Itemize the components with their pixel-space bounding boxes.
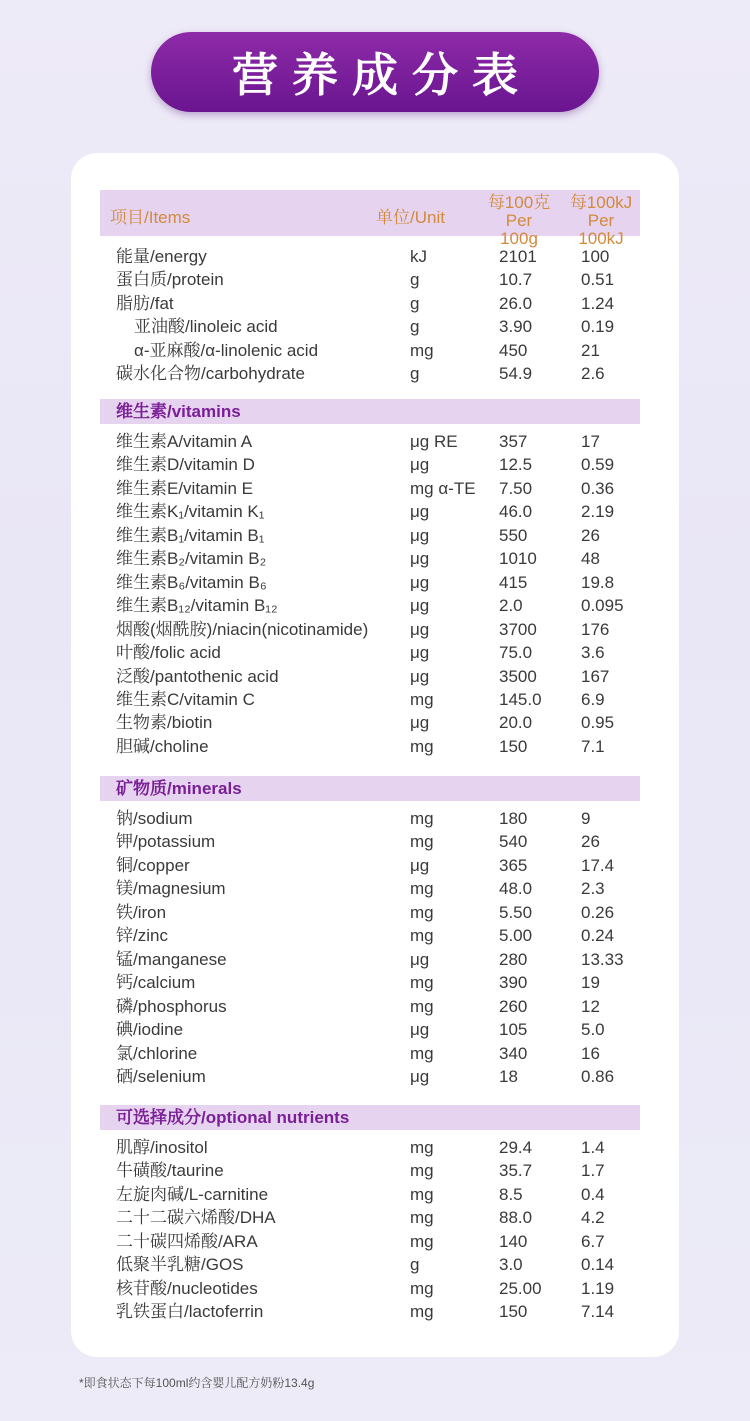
value-per-100kj: 17.4 [581, 855, 615, 875]
value-per-100g: 415 [499, 572, 528, 592]
nutrient-unit: mg [410, 1208, 434, 1228]
table-row [71, 995, 679, 1018]
table-row [71, 901, 679, 924]
table-row [71, 735, 679, 758]
value-per-100g: 260 [499, 996, 528, 1016]
value-per-100g: 105 [499, 1020, 528, 1040]
header-per-100g [486, 194, 552, 248]
header-per-100g-cn: 每100克 [487, 193, 551, 212]
nutrient-unit: μg RE [410, 432, 458, 451]
value-per-100g: 48.0 [499, 879, 533, 899]
table-row [71, 362, 679, 385]
nutrient-name: 能量/energy [116, 247, 207, 266]
nutrient-unit: mg [410, 996, 434, 1016]
value-per-100g: 550 [499, 525, 528, 545]
value-per-100g: 18 [499, 1066, 518, 1086]
value-per-100kj: 1.7 [581, 1161, 605, 1181]
table-row [71, 315, 679, 338]
table-row [71, 292, 679, 315]
table-row [71, 1300, 679, 1323]
value-per-100kj: 1.4 [581, 1138, 605, 1157]
nutrient-name: 泛酸/pantothenic acid [116, 666, 279, 686]
nutrient-name: 脂肪/fat [116, 293, 174, 313]
nutrient-name: 氯/chlorine [116, 1043, 198, 1063]
nutrient-name: 锌/zinc [116, 926, 168, 946]
nutrient-unit: g [410, 270, 420, 290]
nutrient-unit: mg [410, 1278, 434, 1298]
title-banner [151, 32, 599, 112]
nutrition-table-card [71, 153, 679, 1357]
header-per-100kj [568, 194, 634, 248]
nutrient-name: 锰/manganese [116, 949, 227, 969]
nutrient-name: 硒/selenium [116, 1066, 206, 1086]
table-row [71, 924, 679, 947]
nutrient-name: 钙/calcium [116, 973, 196, 993]
nutrient-unit: mg [410, 879, 434, 899]
table-row [71, 1230, 679, 1253]
table-row [71, 453, 679, 476]
nutrient-name: 钾/potassium [116, 832, 216, 852]
nutrient-unit: g [410, 317, 420, 337]
table-row [71, 571, 679, 594]
table-row [71, 1018, 679, 1041]
table-row [71, 854, 679, 877]
value-per-100kj: 3.6 [581, 643, 605, 663]
nutrient-name: 维生素B₆/vitamin B₆ [116, 572, 267, 592]
table-header [100, 190, 640, 248]
nutrient-unit: μg [410, 949, 430, 969]
table-row [71, 1136, 679, 1159]
value-per-100kj: 0.36 [581, 478, 615, 498]
value-per-100kj: 5.0 [581, 1020, 605, 1040]
table-row [71, 1042, 679, 1065]
value-per-100g: 88.0 [499, 1208, 533, 1228]
value-per-100kj: 1.24 [581, 293, 615, 313]
value-per-100kj: 0.51 [581, 270, 615, 290]
nutrient-name: 二十二碳六烯酸/DHA [116, 1208, 276, 1228]
value-per-100kj: 0.59 [581, 455, 615, 475]
table-row [71, 711, 679, 734]
nutrient-unit: μg [410, 549, 430, 569]
value-per-100kj: 0.095 [581, 596, 624, 616]
section-minerals-label: 矿物质/minerals [116, 779, 242, 798]
value-per-100g: 145.0 [499, 689, 542, 709]
value-per-100g: 450 [499, 340, 528, 360]
table-row [71, 268, 679, 291]
nutrient-unit: mg [410, 1138, 434, 1157]
table-row [71, 477, 679, 500]
value-per-100g: 390 [499, 973, 528, 993]
value-per-100kj: 21 [581, 340, 600, 360]
nutrient-name: 维生素C/vitamin C [116, 689, 255, 709]
value-per-100kj: 0.95 [581, 713, 615, 733]
nutrient-name: 胆碱/choline [116, 736, 209, 756]
nutrient-name: 铁/iron [116, 902, 167, 922]
nutrient-unit: μg [410, 1066, 430, 1086]
value-per-100kj: 167 [581, 666, 610, 686]
table-row [71, 1277, 679, 1300]
nutrient-unit: g [410, 1255, 420, 1275]
value-per-100g: 8.5 [499, 1184, 523, 1204]
value-per-100g: 3.90 [499, 317, 533, 337]
value-per-100kj: 19 [581, 973, 600, 993]
nutrient-unit: mg [410, 1161, 434, 1181]
value-per-100g: 46.0 [499, 502, 533, 522]
nutrient-name: 碳水化合物/carbohydrate [116, 364, 305, 384]
nutrient-name: 肌醇/inositol [116, 1138, 208, 1157]
nutrient-name: 维生素K₁/vitamin K₁ [116, 502, 265, 522]
nutrient-unit: μg [410, 525, 430, 545]
table-row [71, 665, 679, 688]
nutrient-name: 碘/iodine [116, 1020, 184, 1040]
value-per-100kj: 1.19 [581, 1278, 615, 1298]
section-vitamins-label: 维生素/vitamins [116, 402, 241, 421]
value-per-100g: 25.00 [499, 1278, 542, 1298]
value-per-100kj: 19.8 [581, 572, 615, 592]
nutrient-unit: mg [410, 809, 434, 828]
footnote: *即食状态下每100ml约含婴儿配方奶粉13.4g [79, 1376, 315, 1390]
table-row [71, 877, 679, 900]
table-row [71, 618, 679, 641]
value-per-100kj: 0.86 [581, 1066, 615, 1086]
nutrient-unit: μg [410, 1020, 430, 1040]
nutrient-unit: mg [410, 926, 434, 946]
nutrient-name: 亚油酸/linoleic acid [134, 317, 278, 337]
nutrient-unit: mg [410, 1043, 434, 1063]
nutrient-name: 低聚半乳糖/GOS [116, 1255, 244, 1275]
nutrient-name: 叶酸/folic acid [116, 643, 221, 663]
value-per-100g: 365 [499, 855, 528, 875]
nutrient-unit: mg α-TE [410, 478, 476, 498]
nutrient-unit: mg [410, 689, 434, 709]
nutrient-name: α-亚麻酸/α-linolenic acid [134, 340, 319, 360]
nutrient-name: 蛋白质/protein [116, 270, 224, 290]
header-per-100g-en: Per 100g [500, 211, 538, 248]
table-row [71, 1253, 679, 1276]
section-vitamins [100, 399, 640, 424]
value-per-100kj: 0.14 [581, 1255, 615, 1275]
header-per-100kj-cn: 每100kJ [569, 193, 633, 212]
table-row [71, 1159, 679, 1182]
value-per-100g: 75.0 [499, 643, 533, 663]
table-row [71, 594, 679, 617]
value-per-100g: 26.0 [499, 293, 533, 313]
value-per-100kj: 2.19 [581, 502, 615, 522]
nutrient-name: 维生素D/vitamin D [116, 455, 255, 475]
nutrient-name: 生物素/biotin [116, 713, 213, 733]
table-row [71, 1183, 679, 1206]
table-row [71, 547, 679, 570]
value-per-100g: 35.7 [499, 1161, 533, 1181]
nutrient-unit: μg [410, 643, 430, 663]
nutrient-unit: mg [410, 1231, 434, 1251]
value-per-100kj: 48 [581, 549, 600, 569]
value-per-100kj: 0.26 [581, 902, 615, 922]
value-per-100g: 5.50 [499, 902, 533, 922]
value-per-100kj: 26 [581, 832, 600, 852]
value-per-100kj: 6.7 [581, 1231, 605, 1251]
value-per-100kj: 0.19 [581, 317, 615, 337]
section-minerals [100, 776, 640, 801]
nutrient-name: 烟酸(烟酰胺)/niacin(nicotinamide) [116, 619, 369, 639]
nutrient-name: 二十碳四烯酸/ARA [116, 1231, 258, 1251]
value-per-100g: 3.0 [499, 1255, 523, 1275]
value-per-100g: 180 [499, 809, 528, 828]
nutrient-unit: μg [410, 713, 430, 733]
value-per-100kj: 100 [581, 247, 610, 266]
value-per-100g: 3500 [499, 666, 537, 686]
value-per-100g: 357 [499, 432, 528, 451]
nutrient-name: 核苷酸/nucleotides [116, 1278, 258, 1298]
nutrient-name: 维生素B₁₂/vitamin B₁₂ [116, 596, 278, 616]
nutrient-name: 维生素B₂/vitamin B₂ [116, 549, 267, 569]
table-row [71, 1206, 679, 1229]
table-row [71, 339, 679, 362]
value-per-100g: 140 [499, 1231, 528, 1251]
header-items: 项目/Items [110, 208, 191, 227]
value-per-100kj: 176 [581, 619, 610, 639]
nutrient-unit: mg [410, 340, 434, 360]
value-per-100kj: 9 [581, 809, 591, 828]
header-unit: 单位/Unit [376, 208, 445, 227]
value-per-100kj: 7.14 [581, 1302, 615, 1322]
value-per-100g: 540 [499, 832, 528, 852]
value-per-100kj: 2.6 [581, 364, 605, 384]
header-per-100kj-en: Per 100kJ [578, 211, 624, 248]
table-row [71, 971, 679, 994]
value-per-100g: 3700 [499, 619, 537, 639]
table-row [71, 688, 679, 711]
table-row [71, 430, 679, 453]
nutrient-unit: mg [410, 1302, 434, 1322]
nutrient-name: 磷/phosphorus [116, 996, 227, 1016]
value-per-100g: 2.0 [499, 596, 523, 616]
nutrient-name: 左旋肉碱/L-carnitine [116, 1184, 269, 1204]
nutrient-unit: g [410, 364, 420, 384]
nutrient-unit: μg [410, 455, 430, 475]
table-row [71, 807, 679, 830]
nutrient-unit: mg [410, 1184, 434, 1204]
value-per-100kj: 4.2 [581, 1208, 605, 1228]
nutrient-name: 铜/copper [116, 855, 190, 875]
table-row [71, 524, 679, 547]
nutrient-unit: μg [410, 855, 430, 875]
value-per-100g: 12.5 [499, 455, 533, 475]
value-per-100g: 340 [499, 1043, 528, 1063]
table-row [71, 500, 679, 523]
value-per-100kj: 2.3 [581, 879, 605, 899]
table-row [71, 641, 679, 664]
nutrient-name: 牛磺酸/taurine [116, 1161, 224, 1181]
nutrient-name: 镁/magnesium [116, 879, 226, 899]
value-per-100g: 54.9 [499, 364, 533, 384]
nutrient-unit: kJ [410, 247, 427, 266]
nutrient-unit: mg [410, 736, 434, 756]
value-per-100g: 280 [499, 949, 528, 969]
table-row [71, 830, 679, 853]
table-row [71, 948, 679, 971]
nutrient-name: 维生素E/vitamin E [116, 478, 253, 498]
value-per-100g: 150 [499, 736, 528, 756]
nutrient-unit: mg [410, 973, 434, 993]
nutrient-unit: μg [410, 666, 430, 686]
value-per-100kj: 0.24 [581, 926, 615, 946]
nutrient-unit: mg [410, 832, 434, 852]
value-per-100g: 150 [499, 1302, 528, 1322]
page-title: 营养成分表 [232, 48, 532, 102]
nutrient-name: 维生素B₁/vitamin B₁ [116, 525, 265, 545]
value-per-100kj: 26 [581, 525, 600, 545]
table-row [71, 245, 679, 268]
nutrient-unit: μg [410, 572, 430, 592]
value-per-100g: 7.50 [499, 478, 533, 498]
nutrient-unit: mg [410, 902, 434, 922]
nutrient-name: 乳铁蛋白/lactoferrin [116, 1302, 264, 1322]
value-per-100kj: 7.1 [581, 736, 605, 756]
value-per-100kj: 6.9 [581, 689, 605, 709]
nutrient-name: 维生素A/vitamin A [116, 432, 253, 451]
nutrient-name: 钠/sodium [116, 809, 193, 828]
section-optional [100, 1105, 640, 1130]
nutrient-unit: g [410, 293, 420, 313]
value-per-100g: 5.00 [499, 926, 533, 946]
value-per-100kj: 16 [581, 1043, 600, 1063]
value-per-100kj: 0.4 [581, 1184, 605, 1204]
table-row [71, 1065, 679, 1088]
value-per-100g: 20.0 [499, 713, 533, 733]
value-per-100g: 2101 [499, 247, 537, 266]
nutrient-unit: μg [410, 502, 430, 522]
value-per-100kj: 12 [581, 996, 600, 1016]
nutrient-unit: μg [410, 619, 430, 639]
value-per-100g: 29.4 [499, 1138, 533, 1157]
value-per-100kj: 17 [581, 432, 600, 451]
nutrient-unit: μg [410, 596, 430, 616]
value-per-100kj: 13.33 [581, 949, 624, 969]
value-per-100g: 1010 [499, 549, 537, 569]
value-per-100g: 10.7 [499, 270, 533, 290]
section-optional-label: 可选择成分/optional nutrients [116, 1108, 350, 1127]
